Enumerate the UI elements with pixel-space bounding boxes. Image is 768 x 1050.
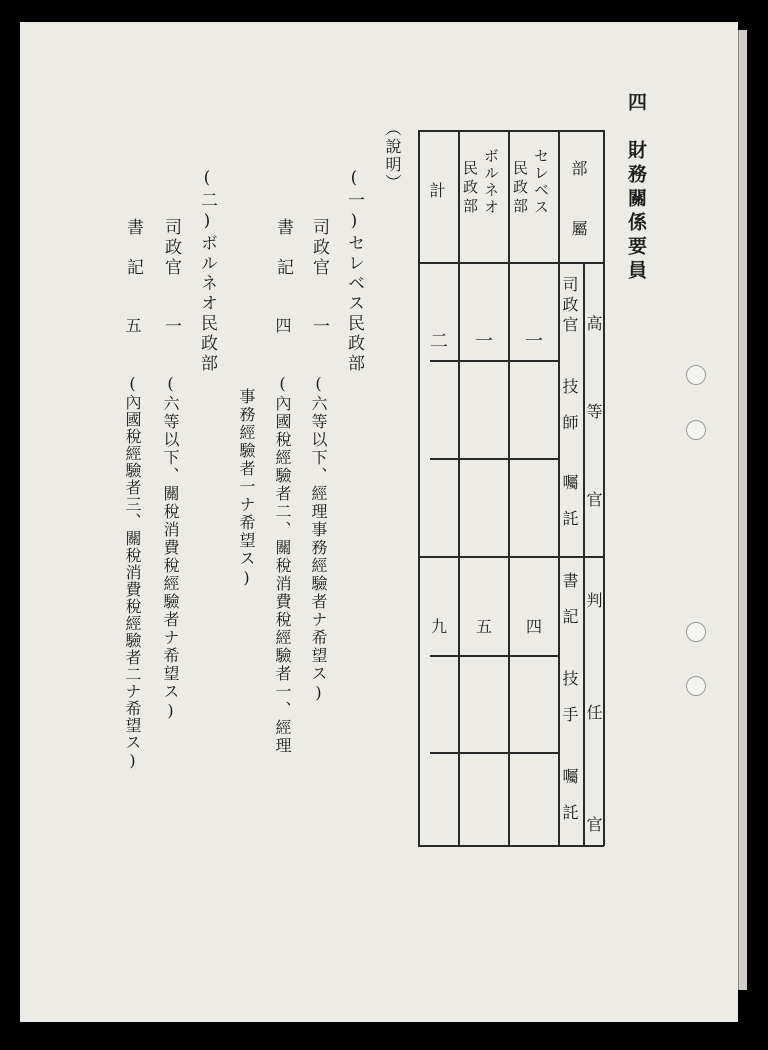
punch-hole [686,622,706,642]
col-shiseikan: 司政官 [560,276,579,336]
notes-s1-role2: 書 記 [273,218,293,278]
notes-s1-role1: 司政官 [309,218,329,278]
col-shokutaku-higher: 囑 託 [560,474,579,528]
notes-s2-role2: 書 記 [123,218,143,278]
notes-s1-detail2-cont: 事務經驗者一ナ希望ス) [237,388,256,589]
cell-borneo-shiseikan: 一 [475,331,493,352]
notes-s2-count1: 一 [161,317,181,334]
cell-celebes-shiseikan: 一 [525,331,543,352]
col-shoki: 書 記 [560,572,579,626]
punch-hole [686,676,706,696]
row-celebes-label: セレベス [532,148,550,216]
punch-hole [686,365,706,385]
header-department: 部 屬 [569,160,588,250]
notes-section1-title: (一)セレベス民政部 [344,168,364,374]
notes-s2-role1: 司政官 [161,218,181,278]
col-gishi: 技 師 [560,378,579,432]
row-celebes-label-2: 民政部 [511,160,529,217]
header-junior-official: 判 任 官 [584,592,603,872]
notes-s1-detail1: (六等以下、經理事務經驗者ナ希望ス) [309,374,328,704]
notes-section2-title: (二)ボルネオ民政部 [197,168,217,374]
notes-heading: （說明） [383,120,402,192]
col-shokutaku-junior: 囑 託 [560,768,579,822]
header-higher-official: 高 等 官 [584,315,603,535]
notes-s1-detail2: (內國稅經驗者二、關稅消費稅經驗者一、經理 [273,374,292,755]
cell-total-shoki: 九 [430,616,447,636]
punch-hole [686,420,706,440]
section-title: 四 財務關係要員 [625,92,647,284]
row-borneo-label-2: 民政部 [461,160,479,217]
notes-s1-count2: 四 [273,317,292,333]
notes-s2-detail1: (六等以下、關稅消費稅經驗者ナ希望ス) [161,374,180,722]
row-total-label: 計 [427,182,446,198]
notes-s2-detail2: (內國稅經驗者三、關稅消費稅經驗者二ナ希望ス) [123,374,142,771]
notes-s2-count2: 五 [123,317,142,333]
cell-borneo-shoki: 五 [475,616,492,636]
row-borneo-label: ボルネオ [482,148,500,216]
col-gishu: 技 手 [560,670,579,724]
cell-total-shiseikan: 二 [430,331,448,352]
cell-celebes-shoki: 四 [525,616,542,636]
notes-s1-count1: 一 [309,317,329,334]
page-edge [738,30,747,990]
